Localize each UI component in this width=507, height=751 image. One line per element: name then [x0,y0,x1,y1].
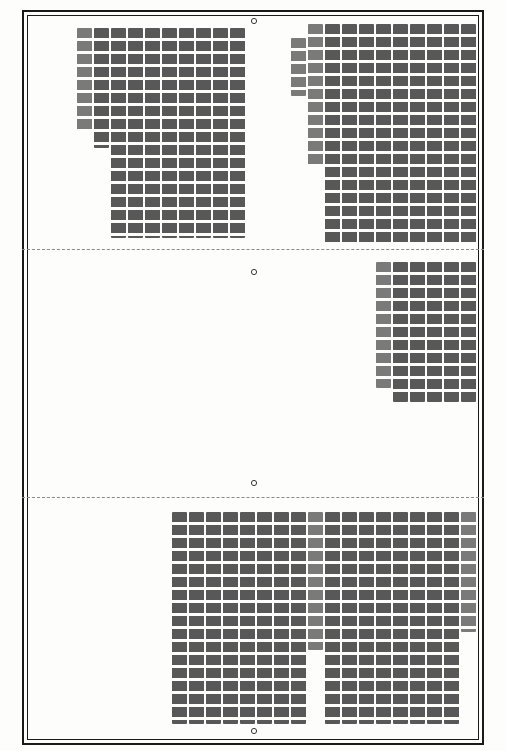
text-column [291,512,306,724]
text-column [342,24,357,244]
text-column [179,28,194,238]
text-column [325,24,340,244]
text-column [240,512,255,724]
text-column [213,28,228,238]
text-column [111,28,126,238]
text-column [444,24,459,244]
text-column [206,512,221,724]
binding-hole-3 [251,480,257,486]
section-middle [376,262,476,412]
text-column [94,28,109,148]
text-column [162,28,177,238]
text-column [257,512,272,724]
text-column [145,28,160,238]
text-column [189,512,204,724]
section-top-right [291,24,476,247]
text-column [223,512,238,724]
text-column [410,24,425,244]
text-column [444,262,459,402]
text-column [359,512,374,724]
text-column [393,262,408,402]
text-column [172,512,187,724]
text-column [342,512,357,724]
text-column [376,262,391,388]
text-column [410,262,425,402]
fold-line-bottom [22,497,484,498]
text-column [128,28,143,238]
text-column [308,512,323,650]
text-column [291,38,306,96]
text-column [427,512,442,724]
text-column [77,28,92,130]
section-bottom [172,512,476,740]
binding-hole-1 [251,18,257,24]
text-column [274,512,289,724]
text-column [461,512,476,632]
text-column [393,24,408,244]
text-column [196,28,211,238]
text-column [376,24,391,244]
text-column [427,24,442,244]
text-column [410,512,425,724]
text-column [325,512,340,724]
text-column [427,262,442,402]
text-column [359,24,374,244]
text-column [461,24,476,244]
fold-line-top [22,249,484,250]
text-column [444,512,459,724]
text-column [376,512,391,724]
section-top-left [77,28,245,243]
text-column [230,28,245,238]
text-column [393,512,408,724]
text-column [461,262,476,402]
binding-hole-2 [251,269,257,275]
text-column [308,24,323,166]
